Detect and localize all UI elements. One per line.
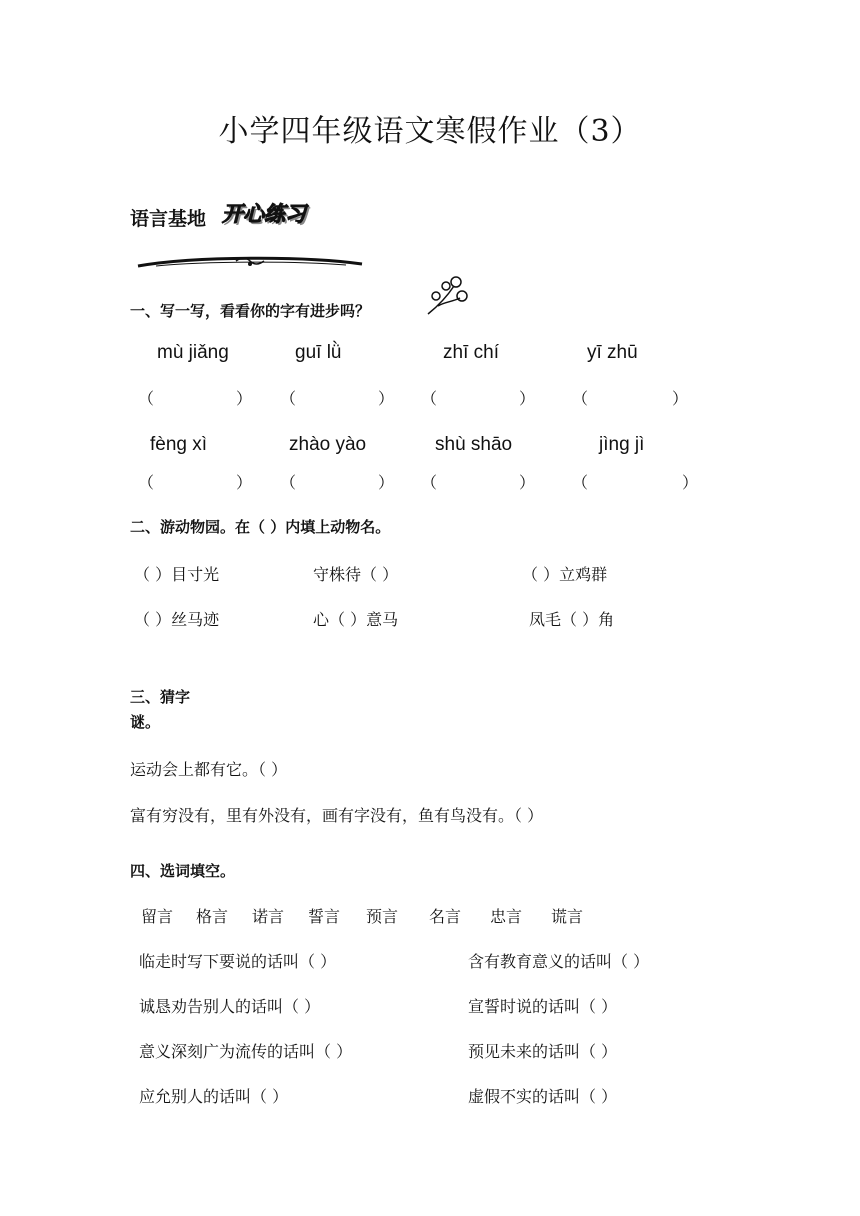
idiom-item[interactable]: 心（ ）意马 [313,610,399,629]
page-title: 小学四年级语文寒假作业（3） [218,114,642,149]
word-option: 谎言 [551,907,584,926]
idiom-item[interactable]: 守株待（ ） [313,565,399,584]
pinyin-4: yī zhū [587,342,638,363]
word-option: 誓言 [308,907,341,926]
flower-branch-icon [424,272,470,318]
fill-item[interactable]: 预见未来的话叫（ ） [468,1042,618,1061]
word-option: 名言 [429,907,462,926]
word-option: 忠言 [490,907,523,926]
pinyin-2: guī lǜ [295,342,342,363]
pinyin-3: zhī chí [443,342,499,363]
pinyin-6: zhào yào [289,434,367,455]
fill-item[interactable]: 临走时写下要说的话叫（ ） [139,952,337,971]
riddle-2[interactable]: 富有穷没有，里有外没有，画有字没有，鱼有鸟没有。（ ） [130,806,544,825]
word-option: 留言 [141,907,174,926]
pinyin-1: mù jiǎng [157,342,229,363]
fill-item[interactable]: 诚恳劝告别人的话叫（ ） [139,997,321,1016]
ornamental-divider [136,252,366,272]
pinyin-7: shù shāo [435,434,513,455]
section-2-heading: 二、游动物园。在（ ）内填上动物名。 [130,518,391,536]
fill-item[interactable]: 虚假不实的话叫（ ） [468,1087,618,1106]
section-3-heading-cont: 谜。 [130,713,161,731]
fill-item[interactable]: 含有教育意义的话叫（ ） [468,952,650,971]
word-option: 诺言 [252,907,285,926]
section-1-heading: 一、写一写，看看你的字有进步吗？ [130,302,371,320]
idiom-item[interactable]: （ ）立鸡群 [522,565,608,584]
fill-item[interactable]: 宣誓时说的话叫（ ） [468,997,618,1016]
banner-label: 语言基地 [130,208,207,230]
idiom-item[interactable]: 凤毛（ ）角 [529,610,615,629]
section-4-heading: 四、选词填空。 [130,862,236,880]
idiom-item[interactable]: （ ）丝马迹 [134,610,220,629]
pinyin-8: jìng jì [599,434,645,455]
riddle-1[interactable]: 运动会上都有它。（ ） [130,760,288,779]
idiom-item[interactable]: （ ）目寸光 [134,565,220,584]
banner-script: 开心练习 [222,201,306,226]
pinyin-5: fèng xì [150,434,208,455]
fill-item[interactable]: 应允别人的话叫（ ） [139,1087,289,1106]
word-option: 预言 [366,907,399,926]
fill-item[interactable]: 意义深刻广为流传的话叫（ ） [139,1042,353,1061]
word-option: 格言 [196,907,229,926]
section-3-heading: 三、猜字 [130,688,191,706]
